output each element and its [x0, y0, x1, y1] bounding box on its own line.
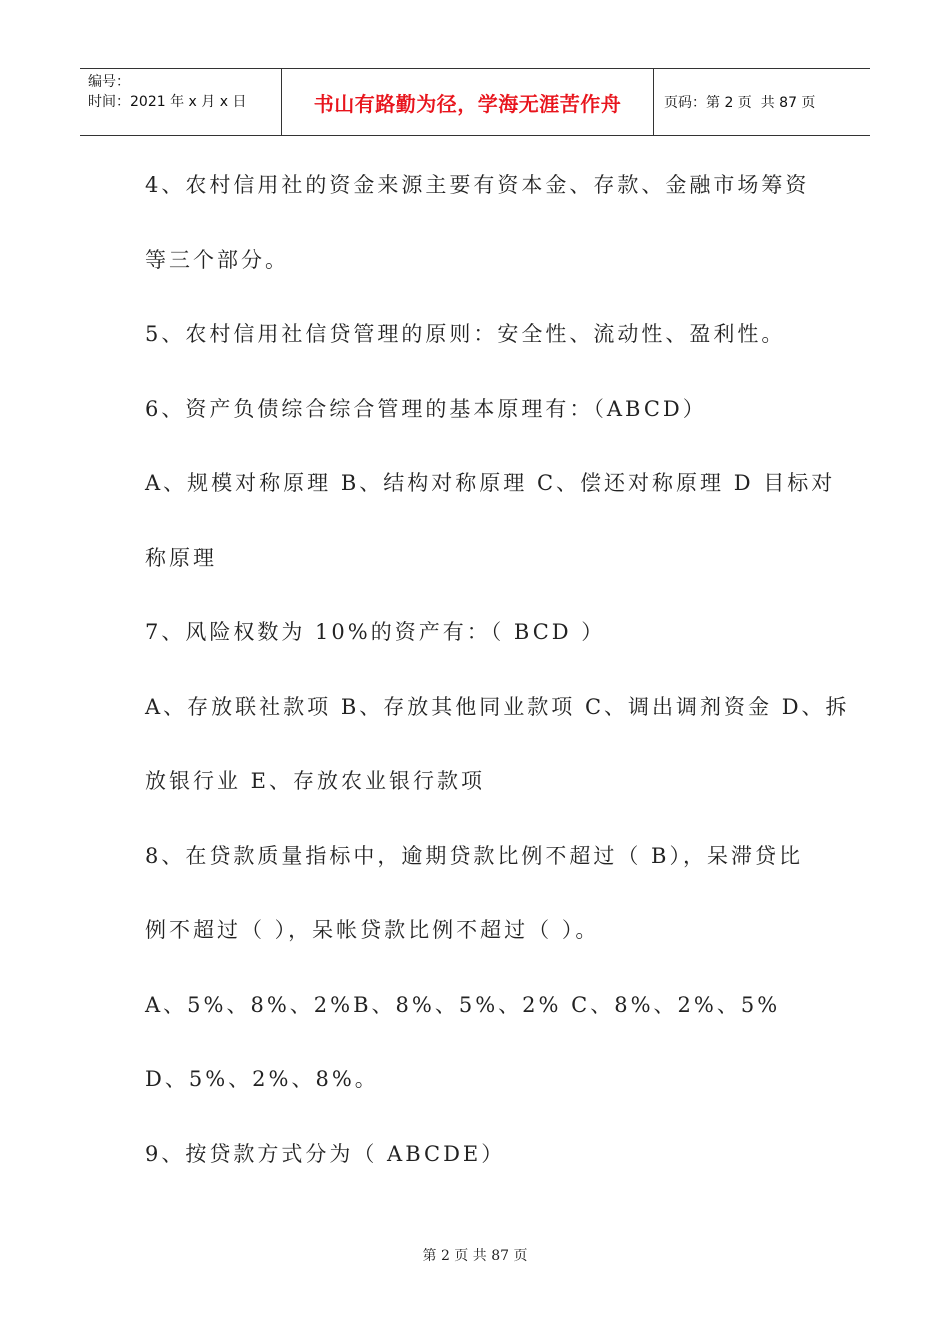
header-meta — [80, 69, 282, 135]
header-page-info — [654, 69, 870, 135]
body-line: 称原理 — [145, 545, 217, 570]
document-body — [145, 148, 850, 1191]
body-line: 4、农村信用社的资金来源主要有资本金、存款、金融市场筹资 — [145, 173, 810, 197]
document-number-label: 编号： — [88, 74, 130, 90]
body-line: 8、在贷款质量指标中，逾期贷款比例不超过（ B），呆滞贷比 — [145, 843, 803, 868]
page-footer: 第 2 页 共 87 页 — [422, 1248, 528, 1264]
page-header — [80, 68, 870, 136]
body-line: 例不超过（ ），呆帐贷款比例不超过（ ）。 — [145, 918, 600, 942]
body-line: 7、风险权数为 10%的资产有：（ BCD ） — [145, 620, 606, 644]
body-line: 等三个部分。 — [145, 247, 289, 272]
body-line: A、5%、8%、2%B、8%、5%、2% C、8%、2%、5% — [145, 992, 781, 1017]
body-line: 放银行业 E、存放农业银行款项 — [145, 769, 486, 793]
body-line: D、5%、2%、8%。 — [145, 1067, 379, 1091]
body-line: 9、按贷款方式分为（ ABCDE） — [145, 1141, 506, 1166]
body-line: 5、农村信用社信贷管理的原则：安全性、流动性、盈利性。 — [145, 322, 786, 346]
header-page-number: 页码：第 2 页 共 87 页 — [664, 95, 816, 111]
document-date: 时间：2021 年 x 月 x 日 — [88, 94, 247, 110]
header-motto: 书山有路勤为径，学海无涯苦作舟 — [282, 69, 654, 135]
body-line: A、规模对称原理 B、结构对称原理 C、偿还对称原理 D 目标对 — [145, 471, 836, 495]
body-line: 6、资产负债综合综合管理的基本原理有：（ABCD） — [145, 396, 707, 421]
body-line: A、存放联社款项 B、存放其他同业款项 C、调出调剂资金 D、拆 — [145, 694, 850, 719]
